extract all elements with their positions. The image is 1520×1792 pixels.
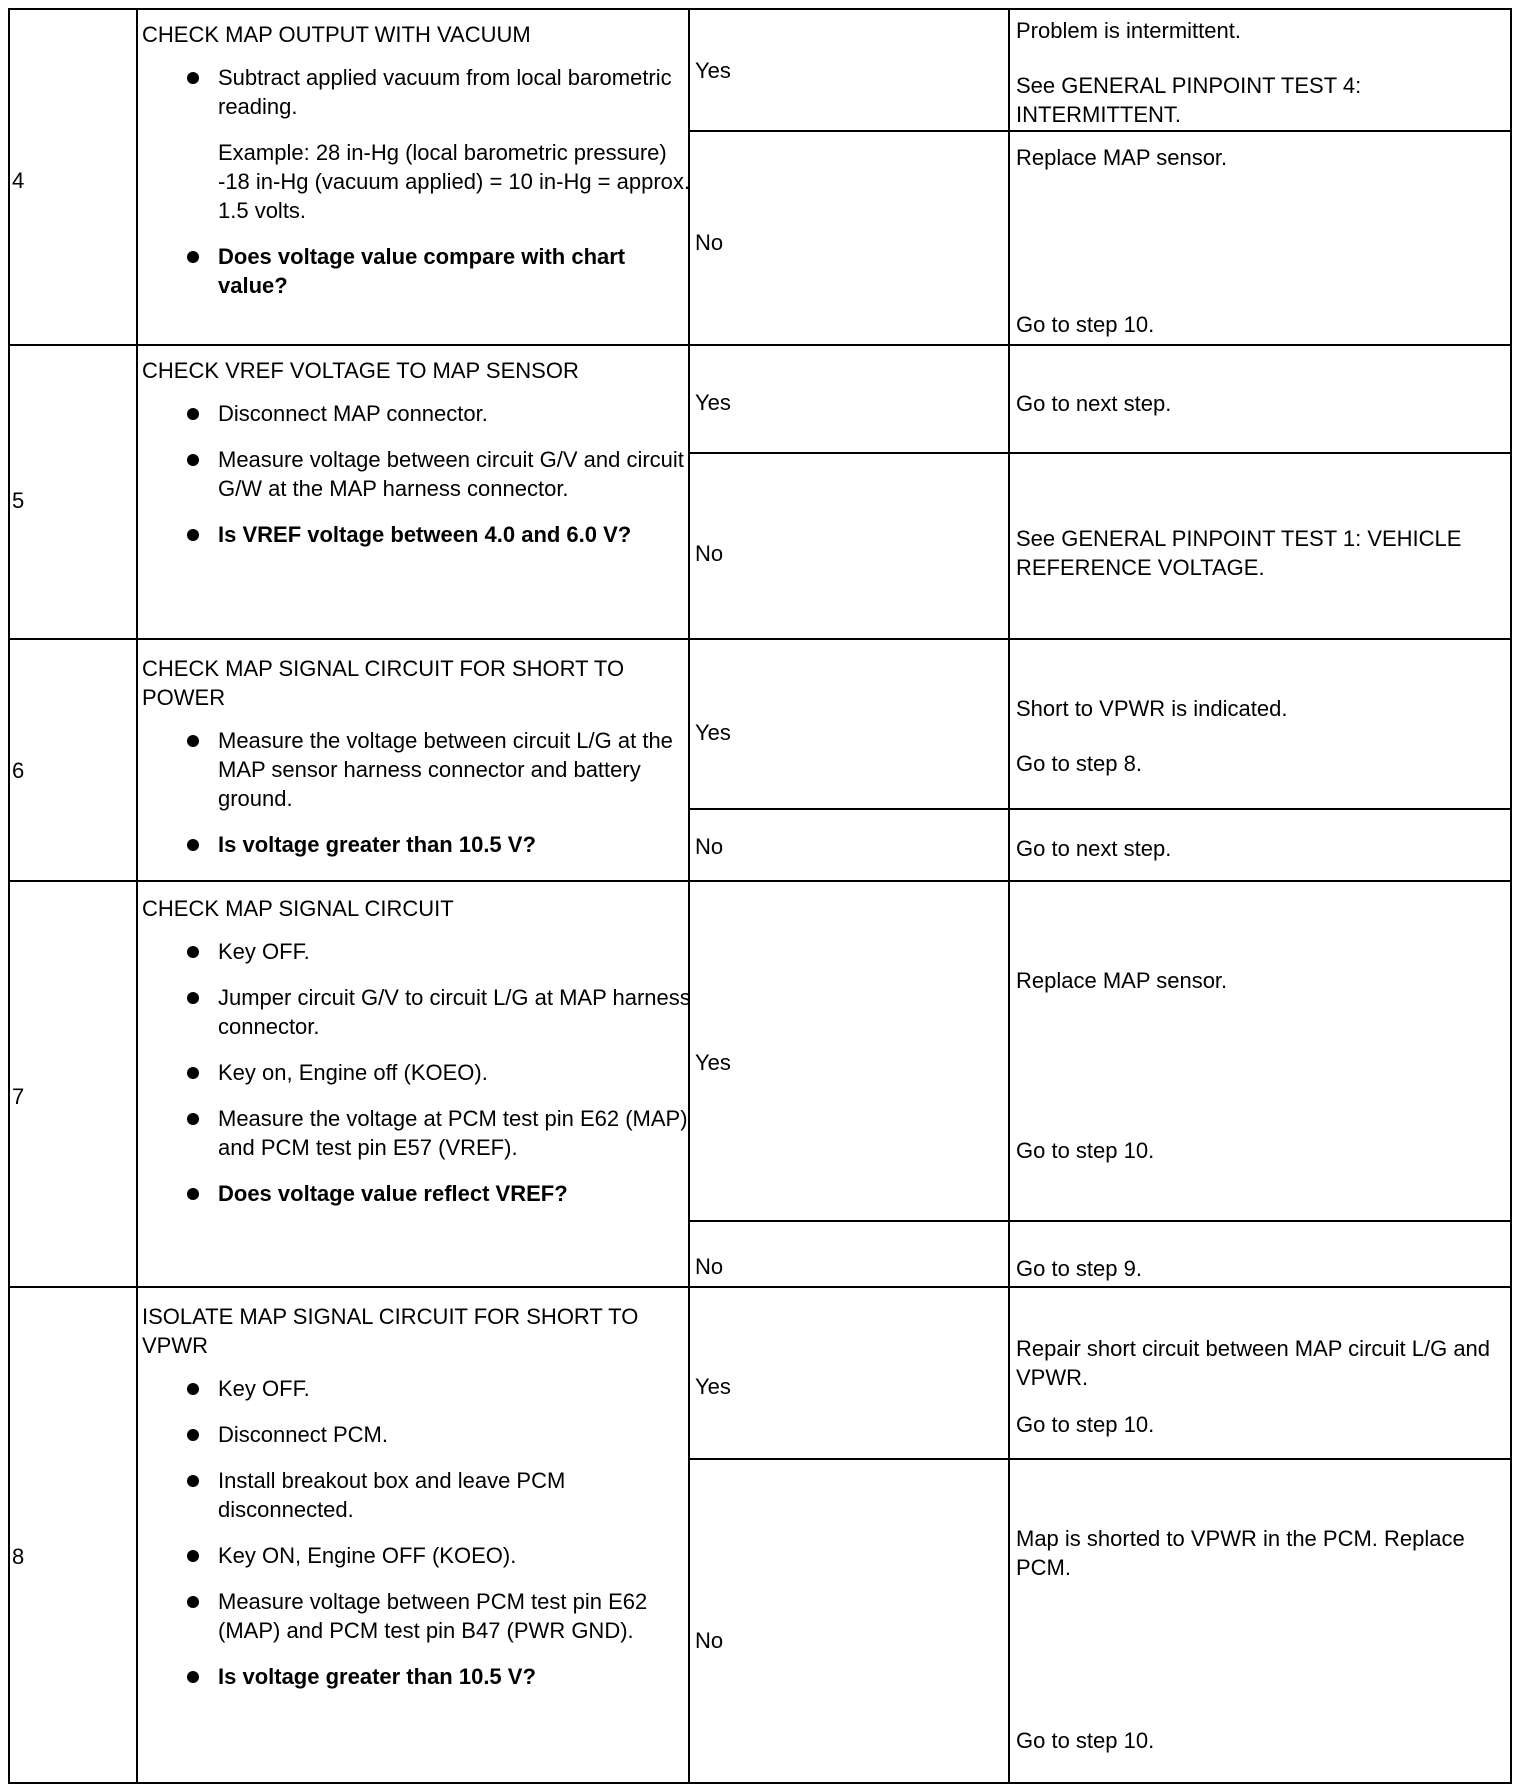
- no-label: No: [695, 541, 724, 566]
- bullet-dot: [187, 1671, 199, 1683]
- no-label: No: [695, 1254, 724, 1279]
- bullet-item: Jumper circuit G/V to circuit L/G at MAP harness connector.: [142, 983, 694, 1041]
- yes-label: Yes: [695, 1374, 731, 1399]
- table-border-top: [8, 8, 1512, 10]
- step-question: Is voltage greater than 10.5 V?: [142, 830, 694, 859]
- step-heading: CHECK MAP SIGNAL CIRCUIT FOR SHORT TO POWER: [142, 656, 625, 710]
- bullet-dot: [187, 1475, 199, 1487]
- step-question: Does voltage value compare with chart value?: [142, 242, 694, 300]
- step-content: [142, 356, 694, 549]
- yes-result: Problem is intermittent. See GENERAL PINPOINT TEST 4: INTERMITTENT.: [1016, 18, 1362, 127]
- no-result: Replace MAP sensor.: [1016, 145, 1228, 170]
- bullet-item: Install breakout box and leave PCM disconnected.: [142, 1466, 694, 1524]
- column-divider: [1008, 8, 1010, 1784]
- bullet-item: Key on, Engine off (KOEO).: [142, 1058, 694, 1087]
- bullet-dot: [187, 1383, 199, 1395]
- no-result: Map is shorted to VPWR in the PCM. Replace PCM.: [1016, 1526, 1465, 1580]
- no-result-goto: Go to step 10.: [1016, 312, 1155, 337]
- step-question: Is voltage greater than 10.5 V?: [142, 1662, 694, 1691]
- step-content: [142, 654, 694, 859]
- yes-result: Go to next step.: [1016, 391, 1172, 416]
- step-question: Is VREF voltage between 4.0 and 6.0 V?: [142, 520, 694, 549]
- step-number: 5: [12, 488, 25, 513]
- bullet-dot: [187, 946, 199, 958]
- bullet-dot: [187, 735, 199, 747]
- step-number: 8: [12, 1544, 25, 1569]
- bullet-item: Measure voltage between PCM test pin E62 (MAP) and PCM test pin B47 (PWR GND).: [142, 1587, 694, 1645]
- yes-label: Yes: [695, 720, 731, 745]
- column-divider: [136, 8, 138, 1784]
- bullet-dot: [187, 992, 199, 1004]
- step-heading: CHECK MAP SIGNAL CIRCUIT: [142, 896, 454, 921]
- bullet-dot: [187, 1188, 199, 1200]
- no-label: No: [695, 230, 724, 255]
- yes-result: Replace MAP sensor.: [1016, 968, 1228, 993]
- row-divider: [688, 1220, 1512, 1222]
- bullet-dot: [187, 1596, 199, 1608]
- step-question: Does voltage value reflect VREF?: [142, 1179, 694, 1208]
- bullet-dot: [187, 839, 199, 851]
- yes-result: Repair short circuit between MAP circuit L/G and VPWR. Go to step 10.: [1016, 1336, 1491, 1437]
- yes-label: Yes: [695, 58, 731, 83]
- no-result: Go to next step.: [1016, 836, 1172, 861]
- yes-result: Short to VPWR is indicated. Go to step 8.: [1016, 696, 1288, 776]
- no-result: Go to step 9.: [1016, 1256, 1142, 1281]
- bullet-item: Disconnect MAP connector.: [142, 399, 694, 428]
- row-divider: [688, 808, 1512, 810]
- bullet-item: Key OFF.: [142, 937, 694, 966]
- bullet-dot: [187, 72, 199, 84]
- row-divider: [8, 344, 1512, 346]
- step-heading: CHECK MAP OUTPUT WITH VACUUM: [142, 22, 531, 47]
- example-text: Example: 28 in-Hg (local barometric pressure) -18 in-Hg (vacuum applied) = 10 in-Hg = approx. 1.5 volts.: [218, 140, 691, 223]
- step-heading: CHECK VREF VOLTAGE TO MAP SENSOR: [142, 358, 579, 383]
- bullet-dot: [187, 1067, 199, 1079]
- bullet-item: Subtract applied vacuum from local barometric reading.: [142, 63, 694, 121]
- table-border-bottom: [8, 1782, 1512, 1784]
- row-divider: [688, 130, 1512, 132]
- row-divider: [8, 1286, 1512, 1288]
- row-divider: [8, 638, 1512, 640]
- step-number: 7: [12, 1084, 25, 1109]
- step-content: [142, 20, 694, 300]
- table-border-left: [8, 8, 10, 1784]
- bullet-item: Measure the voltage between circuit L/G at the MAP sensor harness connector and battery ground.: [142, 726, 694, 813]
- no-result: See GENERAL PINPOINT TEST 1: VEHICLE REFERENCE VOLTAGE.: [1016, 526, 1462, 580]
- row-divider: [688, 452, 1512, 454]
- row-divider: [8, 880, 1512, 882]
- bullet-dot: [187, 1550, 199, 1562]
- bullet-item: Disconnect PCM.: [142, 1420, 694, 1449]
- bullet-item: Key ON, Engine OFF (KOEO).: [142, 1541, 694, 1570]
- no-label: No: [695, 1628, 724, 1653]
- step-heading: ISOLATE MAP SIGNAL CIRCUIT FOR SHORT TO VPWR: [142, 1304, 639, 1358]
- yes-label: Yes: [695, 1050, 731, 1075]
- bullet-dot: [187, 251, 199, 263]
- step-number: 4: [12, 168, 25, 193]
- yes-label: Yes: [695, 390, 731, 415]
- bullet-item: Measure the voltage at PCM test pin E62 (MAP) and PCM test pin E57 (VREF).: [142, 1104, 694, 1162]
- no-result-goto: Go to step 10.: [1016, 1728, 1155, 1753]
- bullet-dot: [187, 408, 199, 420]
- no-label: No: [695, 834, 724, 859]
- bullet-dot: [187, 1113, 199, 1125]
- bullet-dot: [187, 1429, 199, 1441]
- bullet-item: Measure voltage between circuit G/V and circuit G/W at the MAP harness connector.: [142, 445, 694, 503]
- step-content: [142, 1302, 694, 1691]
- row-divider: [688, 1458, 1512, 1460]
- yes-result-goto: Go to step 10.: [1016, 1138, 1155, 1163]
- step-content: [142, 894, 694, 1208]
- step-number: 6: [12, 758, 25, 783]
- bullet-item: Key OFF.: [142, 1374, 694, 1403]
- bullet-dot: [187, 529, 199, 541]
- bullet-dot: [187, 454, 199, 466]
- table-border-right: [1510, 8, 1512, 1784]
